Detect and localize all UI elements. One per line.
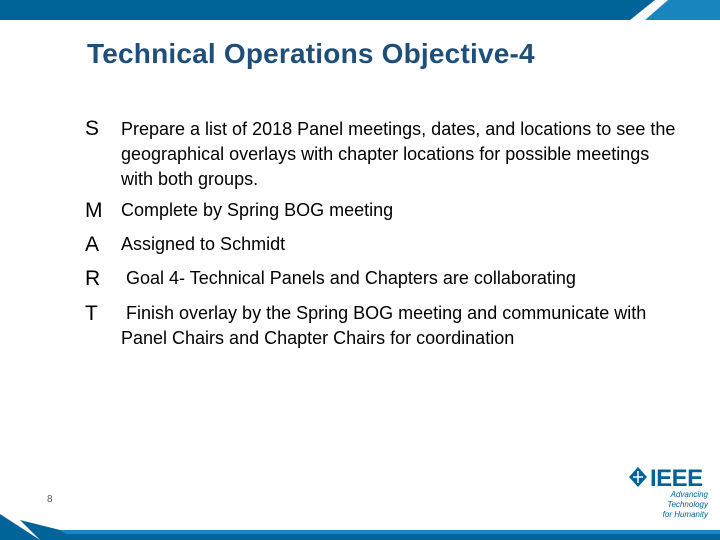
smart-letter: T [85,302,98,325]
ieee-logo [628,465,708,519]
tagline-line-1: Advancing Technology [667,490,708,509]
tagline-line-2: for Humanity [662,510,708,519]
smart-item-s [85,116,681,192]
smart-text: Assigned to Schmidt [121,234,286,254]
smart-item-a [85,232,681,258]
smart-letter: R [85,267,101,290]
slide-title: Technical Operations Objective-4 [87,38,535,69]
smart-text: Complete by Spring BOG meeting [121,200,394,220]
header-bar [0,0,720,20]
smart-text: Finish overlay by the Spring BOG meeting and communicate with Panel Chairs and Chapter Chairs for coordination [121,303,652,348]
smart-text: Goal 4- Technical Panels and Chapters are collaborating [121,268,576,288]
smart-letter: A [85,233,100,256]
smart-letter: S [85,117,100,140]
ieee-diamond-icon [628,466,648,488]
smart-item-t [85,301,681,351]
ieee-wordmark: IEEE [650,465,703,492]
footer-bar [0,514,720,540]
smart-item-r [85,266,681,292]
page-number: 8 [47,494,53,505]
smart-letter: M [85,199,103,222]
smart-item-m [85,198,681,224]
smart-text: Prepare a list of 2018 Panel meetings, dates, and locations to see the geographical overlays with chapter locations for possible meetings with both groups. [121,119,676,189]
